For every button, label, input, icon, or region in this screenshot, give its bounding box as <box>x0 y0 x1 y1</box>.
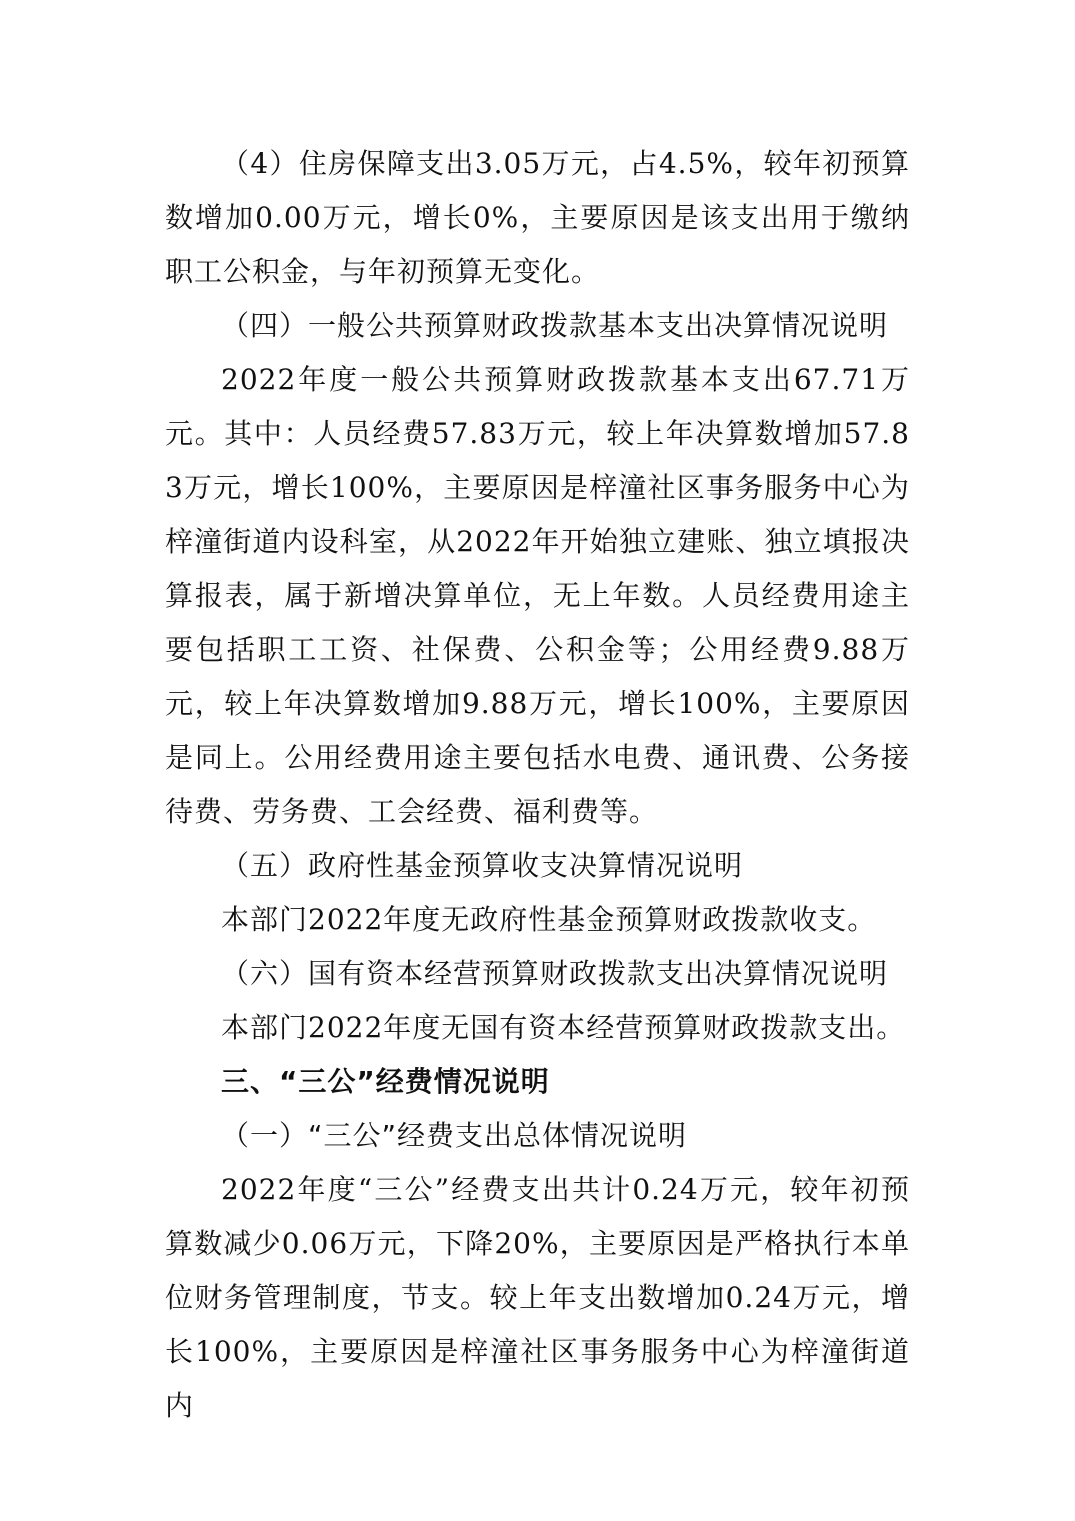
paragraph-basic-expenditure: 2022年度一般公共预算财政拨款基本支出67.71万元。其中：人员经费57.83万元，较上年决算数增加57.83万元，增长100%，主要原因是梓潼社区事务服务中心为梓潼街道内设科室，从2022年开始独立建账、独立填报决算报表，属于新增决算单位，无上年数。人员经费用途主要包括职工工资、社保费、公积金等；公用经费9.88万元，较上年决算数增加9.88万元，增长100%，主要原因是同上。公用经费用途主要包括水电费、通讯费、公务接待费、劳务费、工会经费、福利费等。 <box>165 363 910 828</box>
paragraph-three-public-overall: 2022年度“三公”经费支出共计0.24万元，较年初预算数减少0.06万元，下降20%，主要原因是严格执行本单位财务管理制度，节支。较上年支出数增加0.24万元，增长100%，主要原因是梓潼社区事务服务中心为梓潼街道内 <box>165 1173 910 1422</box>
heading-three-public: 三、“三公”经费情况说明 <box>221 1065 550 1098</box>
heading-state-capital: （六）国有资本经营预算财政拨款支出决算情况说明 <box>221 957 889 990</box>
paragraph-state-capital: 本部门2022年度无国有资本经营预算财政拨款支出。 <box>221 1011 906 1044</box>
paragraph-housing-expenditure: （4）住房保障支出3.05万元，占4.5%，较年初预算数增加0.00万元，增长0%，主要原因是该支出用于缴纳职工公积金，与年初预算无变化。 <box>165 147 910 288</box>
paragraph-government-fund: 本部门2022年度无政府性基金预算财政拨款收支。 <box>221 903 877 936</box>
heading-government-fund: （五）政府性基金预算收支决算情况说明 <box>221 849 744 882</box>
heading-three-public-overall: （一）“三公”经费支出总体情况说明 <box>221 1119 688 1152</box>
heading-basic-expenditure: （四）一般公共预算财政拨款基本支出决算情况说明 <box>221 309 889 342</box>
document-body <box>165 137 910 1433</box>
